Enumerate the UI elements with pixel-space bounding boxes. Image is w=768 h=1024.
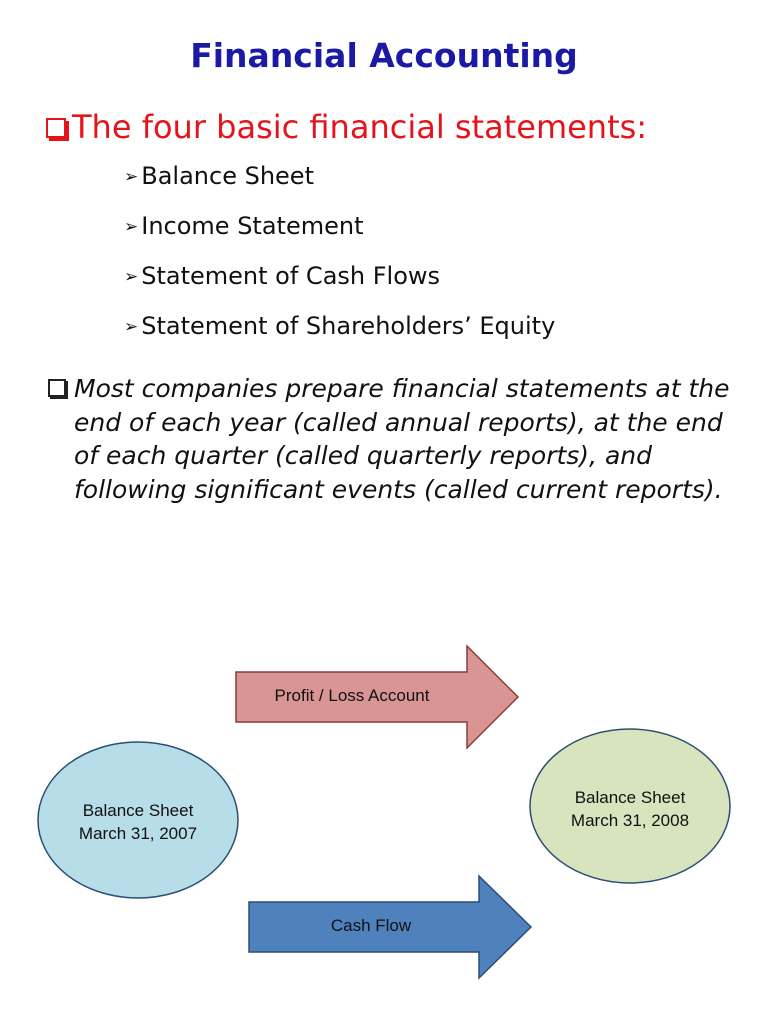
profit-loss-label: Profit / Loss Account xyxy=(274,686,430,705)
list-item: ➢ Statement of Shareholders’ Equity xyxy=(124,312,556,340)
checkbox-bullet-icon xyxy=(48,379,66,397)
arrow-bullet-icon: ➢ xyxy=(124,267,139,287)
list-item: ➢ Statement of Cash Flows xyxy=(124,262,441,290)
page-title: Financial Accounting xyxy=(190,36,578,75)
right-ellipse-line2: March 31, 2008 xyxy=(570,811,690,830)
arrow-bullet-icon: ➢ xyxy=(124,217,139,237)
left-ellipse-line2: March 31, 2007 xyxy=(78,824,198,843)
statements-list xyxy=(124,158,555,358)
arrow-bullet-icon: ➢ xyxy=(124,167,139,187)
statements-flow-diagram xyxy=(0,630,768,1024)
cash-flow-label: Cash Flow xyxy=(330,916,412,935)
checkbox-bullet-icon xyxy=(46,118,66,138)
paragraph-text: Most companies prepare financial statements at the end of each year (called annual reports), at the end of each quarter (called quarterly reports), and following significant events (called current reports). xyxy=(74,374,730,504)
balance-sheet-2007-ellipse xyxy=(38,742,238,898)
list-item: ➢ Income Statement xyxy=(124,212,364,240)
section-heading xyxy=(46,108,647,146)
right-ellipse-line1: Balance Sheet xyxy=(574,788,686,807)
left-ellipse-line1: Balance Sheet xyxy=(82,801,194,820)
reporting-paragraph xyxy=(48,372,748,504)
arrow-bullet-icon: ➢ xyxy=(124,317,139,337)
list-item: ➢ Balance Sheet xyxy=(124,162,314,190)
section-heading-text: The four basic financial statements: xyxy=(72,108,648,146)
